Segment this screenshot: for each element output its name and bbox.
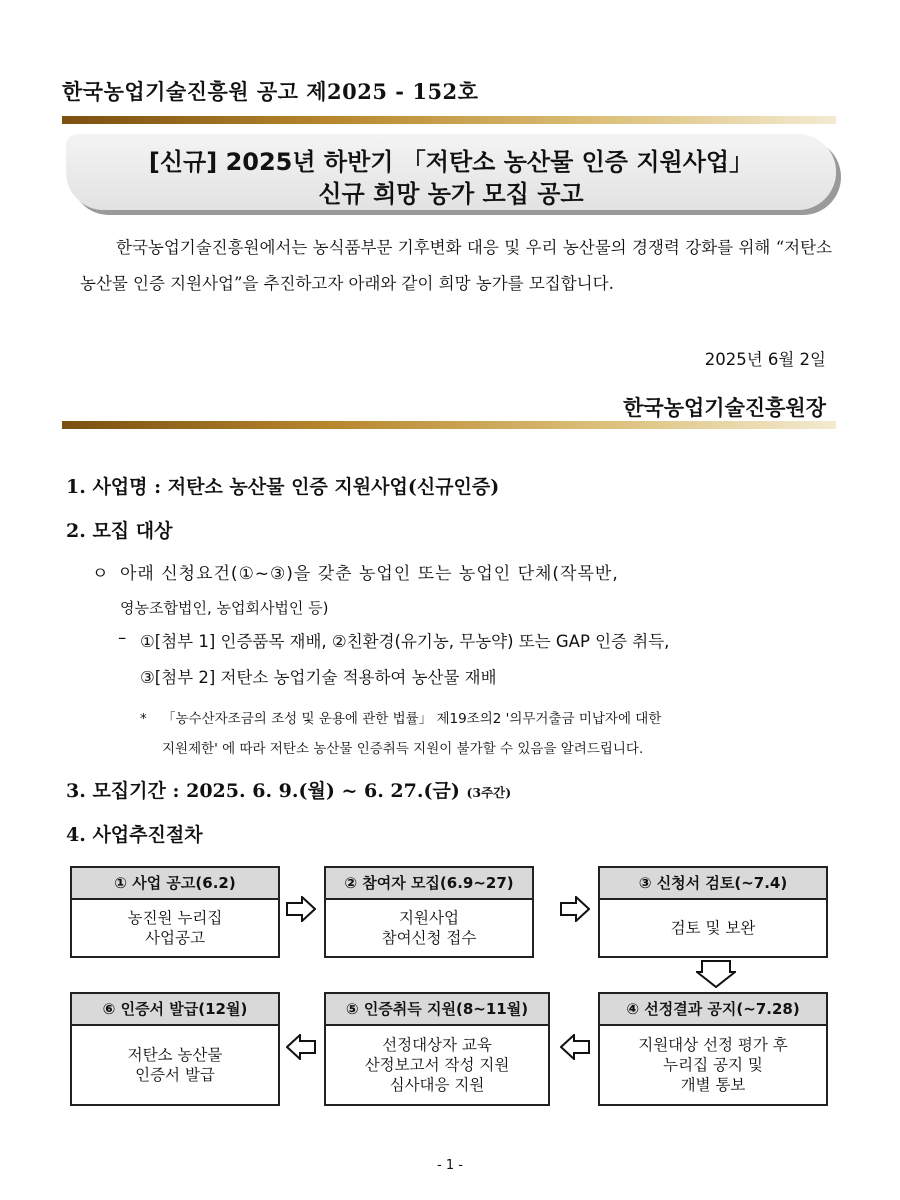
step-5-line-3: 심사대응 지원 [389, 1076, 485, 1094]
arrow-right-icon [286, 896, 316, 922]
step-1-line-1: 농진원 누리집 [127, 909, 223, 927]
step-2-body [326, 900, 532, 956]
title-line-2: 신규 희망 농가 모집 공고 [318, 180, 584, 208]
step-5-header: ⑤ 인증취득 지원(8~11월) [326, 994, 548, 1026]
step-1-header: ① 사업 공고(6.2) [72, 868, 278, 900]
step-6-line-2: 인증서 발급 [135, 1066, 215, 1084]
gold-divider-bottom [62, 421, 836, 429]
step-4-line-2: 누리집 공지 및 [663, 1056, 763, 1074]
step-3-body [600, 900, 826, 956]
step-2-line-1: 지원사업 [399, 909, 459, 927]
step-2-header: ② 참여자 모집(6.9~27) [326, 868, 532, 900]
dash-symbol: – [118, 628, 127, 647]
step-4-body [600, 1026, 826, 1104]
note-line-2: 지원제한' 에 따라 저탄소 농산물 인증취득 지원이 불가할 수 있음을 알려드립니다. [162, 741, 644, 757]
arrow-left-icon [286, 1034, 316, 1060]
step-box-2 [324, 866, 534, 958]
section-2-bullet [92, 557, 834, 625]
page-number: - 1 - [437, 1158, 463, 1173]
step-5-line-1: 선정대상자 교육 [382, 1036, 492, 1054]
recruit-duration: (3주간) [466, 785, 512, 800]
gold-divider-top [62, 116, 836, 124]
section-3-period [66, 776, 511, 803]
step-5-line-2: 산정보고서 작성 지원 [364, 1056, 510, 1074]
step-box-4 [598, 992, 828, 1106]
arrow-down-icon [696, 960, 736, 988]
recruit-period-text: 3. 모집기간 : 2025. 6. 9.(월) ~ 6. 27.(금) [66, 780, 460, 802]
bullet-line-2: 영농조합법인, 농업회사법인 등) [120, 599, 329, 617]
note-line-1: 「농수산자조금의 조성 및 운용에 관한 법률」 제19조의2 '의무거출금 미납자에 대한 [162, 711, 662, 727]
requirement-line-2: ③[첨부 2] 저탄소 농업기술 적용하여 농산물 재배 [140, 668, 497, 687]
section-1-project-name: 1. 사업명 : 저탄소 농산물 인증 지원사업(신규인증) [66, 476, 500, 498]
notice-number: 한국농업기술진흥원 공고 제2025 - 152호 [62, 79, 479, 104]
step-6-line-1: 저탄소 농산물 [127, 1046, 223, 1064]
requirement-text-1: ①[첨부 1] 인증품목 재배, ②친환경(유기농, 무농약) 또는 GAP 인증 취득, [140, 632, 670, 651]
step-3-header: ③ 신청서 검토(~7.4) [600, 868, 826, 900]
arrow-right-icon [560, 896, 590, 922]
requirement-line-1 [118, 628, 669, 652]
step-1-line-2: 사업공고 [145, 929, 205, 947]
issuer-name: 한국농업기술진흥원장 [623, 396, 826, 420]
step-box-5 [324, 992, 550, 1106]
bullet-line-1: 아래 신청요건(①~③)을 갖춘 농업인 또는 농업인 단체(작목반, [120, 564, 619, 584]
step-box-3 [598, 866, 828, 958]
note-asterisk: * [140, 711, 147, 727]
step-5-body [326, 1026, 548, 1104]
step-3-line-1: 검토 및 보완 [670, 919, 756, 937]
arrow-left-icon [560, 1034, 590, 1060]
section-2-title: 2. 모집 대상 [66, 520, 173, 542]
title-line-1: [신규] 2025년 하반기 「저탄소 농산물 인증 지원사업」 [148, 148, 754, 176]
bullet-circle-icon: ㅇ [92, 564, 109, 584]
step-4-line-3: 개별 통보 [680, 1076, 746, 1094]
requirement-note [140, 704, 840, 764]
step-2-line-2: 참여신청 접수 [381, 929, 477, 947]
step-1-body [72, 900, 278, 956]
step-6-body [72, 1026, 278, 1104]
step-4-line-1: 지원대상 선정 평가 후 [638, 1036, 788, 1054]
notice-date: 2025년 6월 2일 [704, 350, 826, 369]
section-4-title: 4. 사업추진절차 [66, 824, 203, 846]
step-box-1 [70, 866, 280, 958]
intro-paragraph: 한국농업기술진흥원에서는 농식품부문 기후변화 대응 및 우리 농산물의 경쟁력 강화를 위해 “저탄소 농산물 인증 지원사업”을 추진하고자 아래와 같이 희망 농가를 모집합니다. [80, 238, 832, 293]
step-box-6 [70, 992, 280, 1106]
step-4-header: ④ 선정결과 공지(~7.28) [600, 994, 826, 1026]
step-6-header: ⑥ 인증서 발급(12월) [72, 994, 278, 1026]
